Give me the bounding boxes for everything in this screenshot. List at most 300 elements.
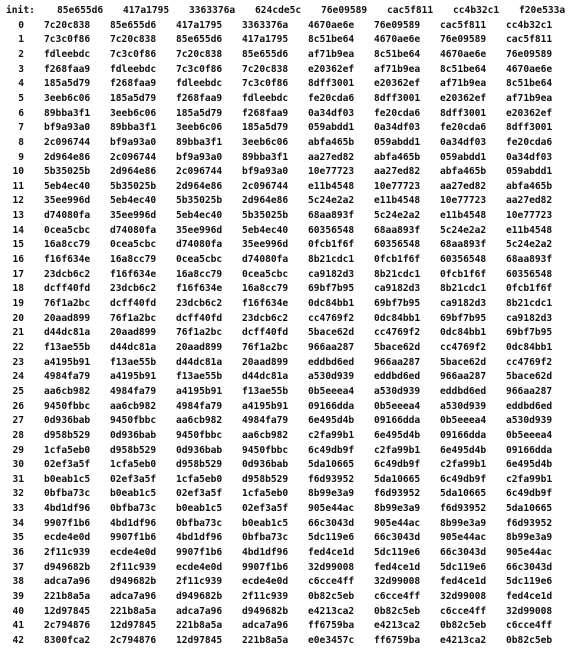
row-index: 19 [12, 298, 24, 309]
hash-value: abfa465b [440, 166, 487, 178]
hash-value: 5b35025b [44, 166, 91, 178]
hash-value: 4670ae6e [308, 19, 355, 31]
hash-value: 059abdd1 [374, 136, 421, 148]
hash-value: 3eeb6c06 [242, 136, 289, 148]
hash-value: 0bfba73c [44, 488, 91, 500]
hash-value: abfa465b [374, 151, 421, 163]
row-index: 22 [12, 341, 24, 353]
row-index: 39 [12, 591, 24, 602]
hash-value: 89bba3f1 [110, 122, 157, 134]
hash-value: c2fa99b1 [374, 444, 421, 456]
init-value: 85e655d6 [57, 5, 104, 16]
hash-value: cc4769f2 [440, 341, 487, 353]
hash-value: 69bf7b95 [440, 312, 487, 324]
hash-value: 5da10665 [506, 503, 553, 515]
hash-value: ff6759ba [308, 620, 355, 632]
hash-value: 221b8a5a [44, 591, 91, 602]
hash-value: d44dc81a [176, 356, 223, 368]
hash-value: 0b5eeea4 [440, 415, 487, 427]
hash-value: aa6cb982 [176, 415, 223, 427]
hash-value: 221b8a5a [176, 620, 223, 632]
hash-value: 68aa893f [440, 239, 487, 251]
hash-value: f16f634e [176, 283, 223, 295]
hash-value: 1cfa5eb0 [110, 459, 157, 471]
hash-value: 89bba3f1 [44, 107, 91, 119]
hash-value: 4670ae6e [440, 48, 487, 60]
hash-value: a4195b91 [242, 400, 289, 412]
hash-value: 0fcb1f6f [374, 254, 421, 266]
hash-value: 6e495d4b [440, 444, 487, 456]
row-index: 3 [18, 63, 24, 75]
hash-value: 76e09589 [374, 19, 421, 31]
hash-value: 3eeb6c06 [110, 107, 157, 119]
hash-value: fdleebdc [242, 92, 289, 104]
hash-value: 9907f1b6 [242, 561, 289, 573]
hash-value: 2f11c939 [110, 561, 157, 573]
hash-value: e4213ca2 [374, 620, 421, 632]
hash-value: 6c49db9f [440, 473, 487, 485]
hash-value: 16a8cc79 [176, 268, 223, 280]
hash-value: f16f634e [242, 298, 289, 309]
hash-value: d44dc81a [110, 341, 157, 353]
hash-value: 02ef3a5f [110, 473, 157, 485]
hash-value: fed4ce1d [506, 591, 553, 602]
hash-value: 185a5d79 [44, 78, 91, 90]
row-index: 5 [18, 92, 24, 104]
hash-value: 89bba3f1 [176, 136, 223, 148]
hash-value: 89bba3f1 [242, 151, 289, 163]
hash-value: 0a34df03 [440, 136, 487, 148]
hash-value: 3eeb6c06 [176, 122, 223, 134]
hash-value: 2f11c939 [176, 576, 223, 588]
hash-value: e20362ef [440, 92, 487, 104]
hash-value: 3eeb6c06 [44, 92, 91, 104]
hash-value: 32d99008 [308, 561, 355, 573]
hash-value: 059abdd1 [506, 166, 553, 178]
hash-value: 5da10665 [440, 488, 487, 500]
row-index: 41 [12, 620, 24, 632]
hash-value: 66c3043d [308, 517, 355, 529]
hash-value: aa27ed82 [506, 195, 553, 207]
hash-value: 60356548 [440, 254, 487, 266]
hash-value: 1cfa5eb0 [242, 488, 289, 500]
hash-value: 35ee996d [176, 224, 223, 236]
hash-value: 8b99e3a9 [506, 532, 553, 544]
hash-value: d949682b [176, 591, 223, 602]
hash-value: 32d99008 [374, 576, 421, 588]
hash-value: 1cfa5eb0 [176, 473, 223, 485]
hash-value: 5c24e2a2 [308, 195, 355, 207]
row-index: 31 [12, 473, 24, 485]
row-index: 25 [12, 385, 24, 397]
hash-value: 0b82c5eb [506, 634, 553, 646]
hash-value: 5eb4ec40 [44, 180, 91, 192]
hash-value: ca9182d3 [308, 268, 355, 280]
hash-value: 5bace62d [374, 341, 421, 353]
hash-value: e20362ef [374, 78, 421, 90]
hash-value: c2fa99b1 [440, 459, 487, 471]
hash-value: d958b529 [176, 459, 223, 471]
init-value: 76e09589 [321, 5, 368, 16]
hash-value: adca7a96 [110, 591, 157, 602]
row-index: 17 [12, 268, 24, 280]
hash-value: 0fcb1f6f [308, 239, 355, 251]
hash-value: abfa465b [506, 180, 553, 192]
hash-value: 8dff3001 [374, 92, 421, 104]
hash-value: 5b35025b [110, 180, 157, 192]
hash-value: 2d964e86 [176, 180, 223, 192]
hash-value: 2d964e86 [110, 166, 157, 178]
hash-value: cc4769f2 [308, 312, 355, 324]
hash-value: 02ef3a5f [176, 488, 223, 500]
hash-value: 8c51be64 [308, 34, 355, 46]
hash-value: 185a5d79 [110, 92, 157, 104]
hash-value: 417a1795 [242, 34, 289, 46]
hash-value: fe20cda6 [374, 107, 421, 119]
hash-value: f16f634e [110, 268, 157, 280]
hash-value: 02ef3a5f [242, 503, 289, 515]
hash-value: af71b9ea [374, 63, 421, 75]
hash-value: b0eab1c5 [242, 517, 289, 529]
hash-value: 966aa287 [308, 341, 355, 353]
hash-value: 0dc84bb1 [374, 312, 421, 324]
hash-value: fe20cda6 [440, 122, 487, 134]
row-index: 24 [12, 371, 24, 383]
hash-value: 905e44ac [440, 532, 487, 544]
hash-value: 4984fa79 [44, 371, 91, 383]
hash-value: 16a8cc79 [44, 239, 91, 251]
hash-value: bf9a93a0 [110, 136, 157, 148]
hash-value: 0cea5cbc [44, 224, 91, 236]
hash-value: b0eab1c5 [176, 503, 223, 515]
hash-value: 35ee996d [44, 195, 91, 207]
row-index: 0 [18, 19, 24, 31]
hash-value: 0cea5cbc [242, 268, 289, 280]
hash-value: 059abdd1 [308, 122, 355, 134]
hash-value: 905e44ac [506, 547, 553, 559]
row-index: 4 [18, 78, 24, 90]
hash-value: f13ae55b [242, 385, 289, 397]
row-index: 23 [12, 356, 24, 368]
hash-value: fed4ce1d [308, 547, 355, 559]
hash-value: 0bfba73c [110, 503, 157, 515]
init-value: 3363376a [189, 5, 236, 16]
hash-value: 7c3c0f86 [44, 34, 91, 46]
hash-value: 60356548 [506, 268, 553, 280]
hash-value: 5dc119e6 [506, 576, 553, 588]
hash-value: 23dcb6c2 [242, 312, 289, 324]
hash-value: f268faa9 [176, 92, 223, 104]
hash-value: 0d936bab [176, 444, 223, 456]
hash-value: fdleebdc [110, 63, 157, 75]
hash-value: 9450fbbc [176, 429, 223, 441]
hash-value: c2fa99b1 [506, 473, 553, 485]
hash-value: 2f11c939 [242, 591, 289, 602]
hash-value: cc4769f2 [506, 356, 553, 368]
hash-value: 5c24e2a2 [440, 224, 487, 236]
hash-value: 6c49db9f [506, 488, 553, 500]
hash-value: 2c794876 [110, 634, 157, 646]
hash-value: 76e09589 [440, 34, 487, 46]
hash-value: eddbd6ed [374, 371, 421, 383]
hash-value: 0bfba73c [242, 532, 289, 544]
hash-value: 09166dda [374, 415, 421, 427]
hash-value: 5c24e2a2 [506, 239, 553, 251]
hash-value: d949682b [44, 561, 91, 573]
hash-value: d74080fa [176, 239, 223, 251]
row-index: 21 [12, 327, 24, 339]
hash-value: 7c20c838 [176, 48, 223, 60]
row-index: 34 [12, 517, 24, 529]
hash-value: f6d93952 [308, 473, 355, 485]
hash-value: e20362ef [506, 107, 553, 119]
hash-value: 2c794876 [44, 620, 91, 632]
hash-value: bf9a93a0 [44, 122, 91, 134]
hash-value: 35ee996d [242, 239, 289, 251]
row-index: 9 [18, 151, 24, 163]
hash-value: e0e3457c [308, 634, 355, 646]
hash-value: 8b21cdc1 [308, 254, 355, 266]
hash-value: 2c096744 [44, 136, 91, 148]
hash-value: d74080fa [110, 224, 157, 236]
hash-value: a530d939 [440, 400, 487, 412]
row-index: 10 [12, 166, 24, 178]
hash-value: fdleebdc [176, 78, 223, 90]
hash-value: aa6cb982 [110, 400, 157, 412]
hash-value: a530d939 [308, 371, 355, 383]
hash-value: 12d97845 [110, 620, 157, 632]
hash-value: 85e655d6 [176, 34, 223, 46]
hash-value: 8b21cdc1 [440, 283, 487, 295]
hash-value: 9450fbbc [44, 400, 91, 412]
hash-value: 8dff3001 [308, 78, 355, 90]
row-index: 15 [12, 239, 24, 251]
hash-value: 02ef3a5f [44, 459, 91, 471]
hash-value: 9907f1b6 [44, 517, 91, 529]
hash-value: e20362ef [308, 63, 355, 75]
hash-value: eddbd6ed [308, 356, 355, 368]
hash-value: 2c096744 [176, 166, 223, 178]
hash-value: 60356548 [374, 239, 421, 251]
hash-value: 8dff3001 [506, 122, 553, 134]
hash-value: 76f1a2bc [44, 298, 91, 309]
row-index: 32 [12, 488, 24, 500]
hash-value: 5c24e2a2 [374, 210, 421, 222]
row-index: 40 [12, 605, 24, 617]
hash-value: 68aa893f [308, 210, 355, 222]
hash-value: 4670ae6e [374, 34, 421, 46]
hash-value: 20aad899 [242, 356, 289, 368]
hash-value: 2f11c939 [44, 547, 91, 559]
hash-value: 0cea5cbc [176, 254, 223, 266]
hash-value: dcff40fd [110, 298, 157, 309]
hash-value: 9907f1b6 [110, 532, 157, 544]
hash-value: aa27ed82 [374, 166, 421, 178]
hash-value: ecde4e0d [242, 576, 289, 588]
hash-value: 8300fca2 [44, 634, 91, 646]
hash-value: fdleebdc [44, 48, 91, 60]
hash-value: 4984fa79 [176, 400, 223, 412]
hash-value: d958b529 [110, 444, 157, 456]
hash-value: 5eb4ec40 [110, 195, 157, 207]
row-index: 28 [12, 429, 24, 441]
hash-value: adca7a96 [176, 605, 223, 617]
hash-value: 0b5eeea4 [308, 385, 355, 397]
hash-value: 0b82c5eb [440, 620, 487, 632]
row-index: 7 [18, 122, 24, 134]
hash-value: 0fcb1f6f [506, 283, 553, 295]
row-index: 11 [12, 180, 24, 192]
hash-value: 76f1a2bc [242, 341, 289, 353]
hash-value: 16a8cc79 [242, 283, 289, 295]
hash-value: d958b529 [44, 429, 91, 441]
hash-value: 185a5d79 [176, 107, 223, 119]
hash-value: 0fcb1f6f [440, 268, 487, 280]
hash-value: 966aa287 [440, 371, 487, 383]
hash-value: 69bf7b95 [308, 283, 355, 295]
hash-value: 9907f1b6 [176, 547, 223, 559]
hash-value: aa6cb982 [242, 429, 289, 441]
hash-value: 09166dda [506, 444, 553, 456]
hash-value: 417a1795 [176, 19, 223, 31]
hash-value: 0bfba73c [176, 517, 223, 529]
hash-value: d74080fa [242, 254, 289, 266]
hash-value: ecde4e0d [176, 561, 223, 573]
hash-value: 0a34df03 [308, 107, 355, 119]
hash-value: 2d964e86 [242, 195, 289, 207]
hash-value: 5b35025b [176, 195, 223, 207]
hash-value: 5bace62d [440, 356, 487, 368]
row-index: 37 [12, 561, 24, 573]
hash-value: 7c20c838 [242, 63, 289, 75]
init-value: 417a1795 [123, 5, 170, 16]
hash-value: 3363376a [242, 19, 289, 31]
hash-value: 5dc119e6 [440, 561, 487, 573]
hash-value: 76f1a2bc [110, 312, 157, 324]
hash-value: f268faa9 [242, 107, 289, 119]
row-index: 14 [12, 224, 24, 236]
row-index: 8 [18, 136, 24, 148]
hash-value: 23dcb6c2 [110, 283, 157, 295]
hash-value: b0eab1c5 [110, 488, 157, 500]
row-index: 35 [12, 532, 24, 544]
hash-value: 0d936bab [44, 415, 91, 427]
hash-value: 5b35025b [242, 210, 289, 222]
hash-value: 2c096744 [242, 180, 289, 192]
row-index: 18 [12, 283, 24, 295]
hash-value: 8b21cdc1 [506, 298, 553, 309]
init-value: cc4b32c1 [453, 5, 500, 16]
hash-value: 0b82c5eb [308, 591, 355, 602]
hash-value: c2fa99b1 [308, 429, 355, 441]
hash-value: 966aa287 [506, 385, 553, 397]
hash-value: 16a8cc79 [110, 254, 157, 266]
hash-value: f6d93952 [506, 517, 553, 529]
hash-value: a530d939 [506, 415, 553, 427]
hash-value: c6cce4ff [308, 576, 355, 588]
hash-value: 5bace62d [506, 371, 553, 383]
hash-value: ca9182d3 [440, 298, 487, 309]
hash-value: e4213ca2 [440, 634, 487, 646]
hash-value: 23dcb6c2 [176, 298, 223, 309]
hash-value: 8b99e3a9 [374, 503, 421, 515]
hash-value: fe20cda6 [308, 92, 355, 104]
hash-value: 10e77723 [308, 166, 355, 178]
hash-value: 68aa893f [374, 224, 421, 236]
hash-value: 0cea5cbc [110, 239, 157, 251]
hash-value: 0dc84bb1 [506, 341, 553, 353]
row-index: 6 [18, 107, 24, 119]
hash-value: 0b5eeea4 [506, 429, 553, 441]
hash-value: d949682b [242, 605, 289, 617]
hash-value: b0eab1c5 [44, 473, 91, 485]
hash-value: 8b99e3a9 [440, 517, 487, 529]
hash-value: 85e655d6 [110, 19, 157, 31]
hash-value: 0a34df03 [374, 122, 421, 134]
hash-value: 6e495d4b [374, 429, 421, 441]
row-index: 2 [18, 48, 24, 60]
hash-value: ca9182d3 [506, 312, 553, 324]
hash-value: 9450fbbc [110, 415, 157, 427]
hash-value: 4670ae6e [506, 63, 553, 75]
hash-value: adca7a96 [242, 620, 289, 632]
hash-value: e11b4548 [440, 210, 487, 222]
hash-value: 4984fa79 [242, 415, 289, 427]
hash-value: 0a34df03 [506, 151, 553, 163]
hash-value: f6d93952 [440, 503, 487, 515]
hash-value: aa27ed82 [440, 180, 487, 192]
hash-value: ecde4e0d [110, 547, 157, 559]
hash-value: 1cfa5eb0 [44, 444, 91, 456]
hash-value: 12d97845 [176, 634, 223, 646]
hash-value: eddbd6ed [506, 400, 553, 412]
hash-value: 32d99008 [440, 591, 487, 602]
hash-value: ff6759ba [374, 634, 421, 646]
hash-value: ecde4e0d [44, 532, 91, 544]
hash-value: af71b9ea [440, 78, 487, 90]
hash-value: cc4769f2 [374, 327, 421, 339]
hash-value: 6e495d4b [506, 459, 553, 471]
hash-value: 059abdd1 [440, 151, 487, 163]
hash-value: 221b8a5a [242, 634, 289, 646]
hash-value: 12d97845 [44, 605, 91, 617]
hash-value: 0dc84bb1 [440, 327, 487, 339]
hash-value: 32d99008 [506, 605, 553, 617]
hash-value: dcff40fd [44, 283, 91, 295]
hash-value: 76e09589 [506, 48, 553, 60]
hash-value: bf9a93a0 [242, 166, 289, 178]
hash-value: 6e495d4b [308, 415, 355, 427]
hash-value: d958b529 [242, 473, 289, 485]
hash-value: 10e77723 [440, 195, 487, 207]
hash-value: f13ae55b [110, 356, 157, 368]
hash-value: 10e77723 [374, 180, 421, 192]
hash-value: 8c51be64 [374, 48, 421, 60]
hash-value: d949682b [110, 576, 157, 588]
init-value: 624cde5c [255, 5, 302, 16]
hash-value: 66c3043d [506, 561, 553, 573]
hash-value: 4984fa79 [110, 385, 157, 397]
hash-value: 905e44ac [374, 517, 421, 529]
hash-value: aa27ed82 [308, 151, 355, 163]
hash-value: f268faa9 [44, 63, 91, 75]
init-value: cac5f811 [387, 5, 434, 16]
hash-value: 7c20c838 [110, 34, 157, 46]
row-index: 26 [12, 400, 24, 412]
hash-value: e11b4548 [374, 195, 421, 207]
hash-value: 0b82c5eb [374, 605, 421, 617]
hash-value: 68aa893f [506, 254, 553, 266]
